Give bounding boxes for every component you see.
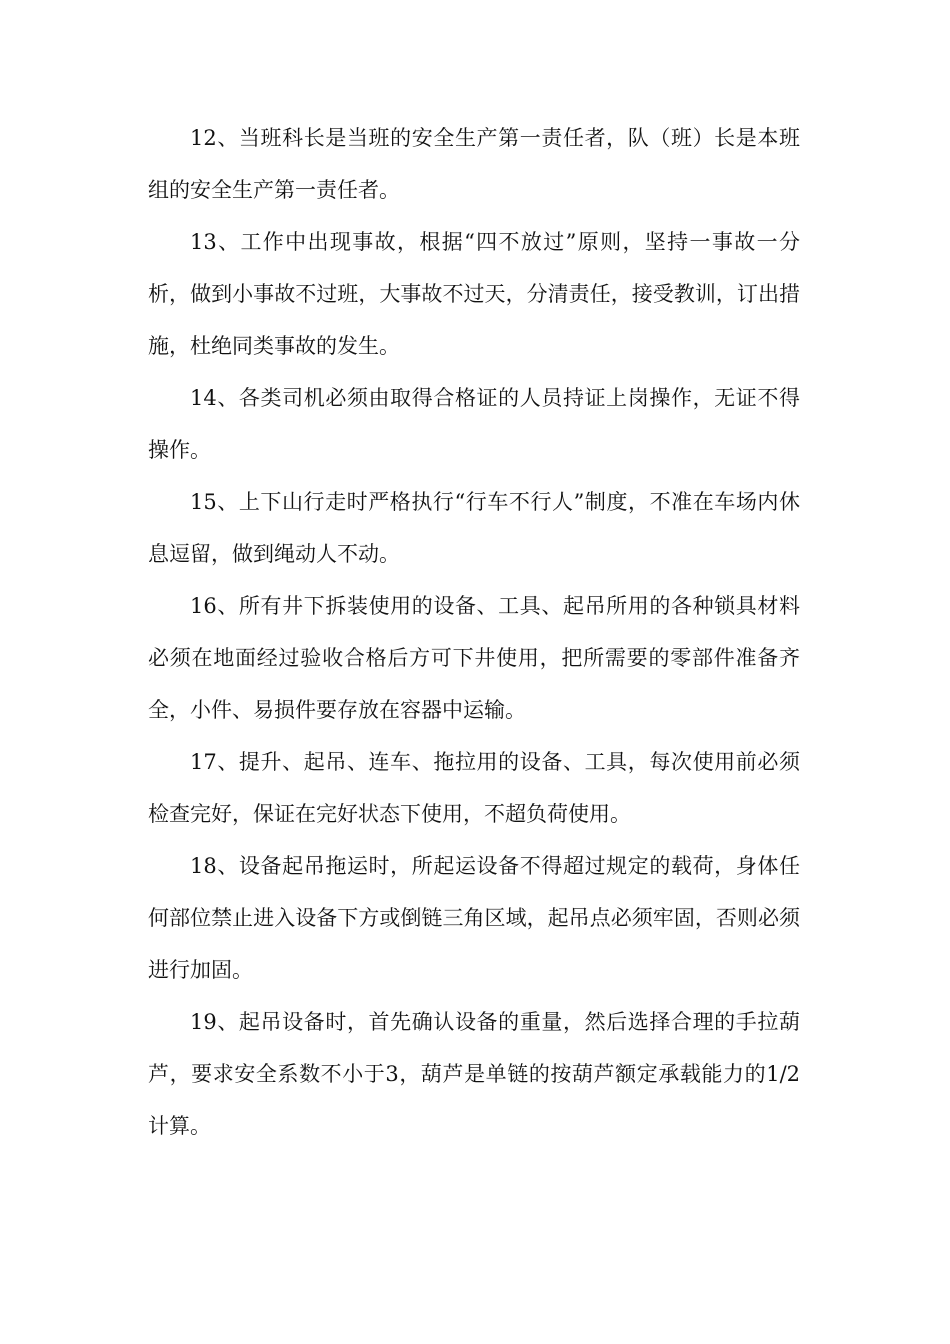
paragraph-item-16: 16、所有井下拆装使用的设备、工具、起吊所用的各种锁具材料必须在地面经过验收合格后方可下井使用，把所需要的零部件准备齐全，小件、易损件要存放在容器中运输。 [148,594,800,722]
paragraph-item-13: 13、工作中出现事故，根据“四不放过”原则，坚持一事故一分析，做到小事故不过班，大事故不过天，分清责任，接受教训，订出措施，杜绝同类事故的发生。 [148,230,800,358]
paragraph-item-17: 17、提升、起吊、连车、拖拉用的设备、工具，每次使用前必须检查完好，保证在完好状态下使用，不超负荷使用。 [148,750,800,826]
paragraph-item-15: 15、上下山行走时严格执行“行车不行人”制度，不准在车场内休息逗留，做到绳动人不动。 [148,490,800,566]
paragraph-item-18: 18、设备起吊拖运时，所起运设备不得超过规定的载荷，身体任何部位禁止进入设备下方或倒链三角区域，起吊点必须牢固，否则必须进行加固。 [148,854,800,982]
paragraph-item-12: 12、当班科长是当班的安全生产第一责任者，队（班）长是本班组的安全生产第一责任者。 [148,126,800,202]
paragraph-item-19: 19、起吊设备时，首先确认设备的重量，然后选择合理的手拉葫芦，要求安全系数不小于3，葫芦是单链的按葫芦额定承载能力的1/2计算。 [148,1010,800,1138]
paragraph-item-14: 14、各类司机必须由取得合格证的人员持证上岗操作，无证不得操作。 [148,386,800,462]
document-body [148,112,800,1152]
